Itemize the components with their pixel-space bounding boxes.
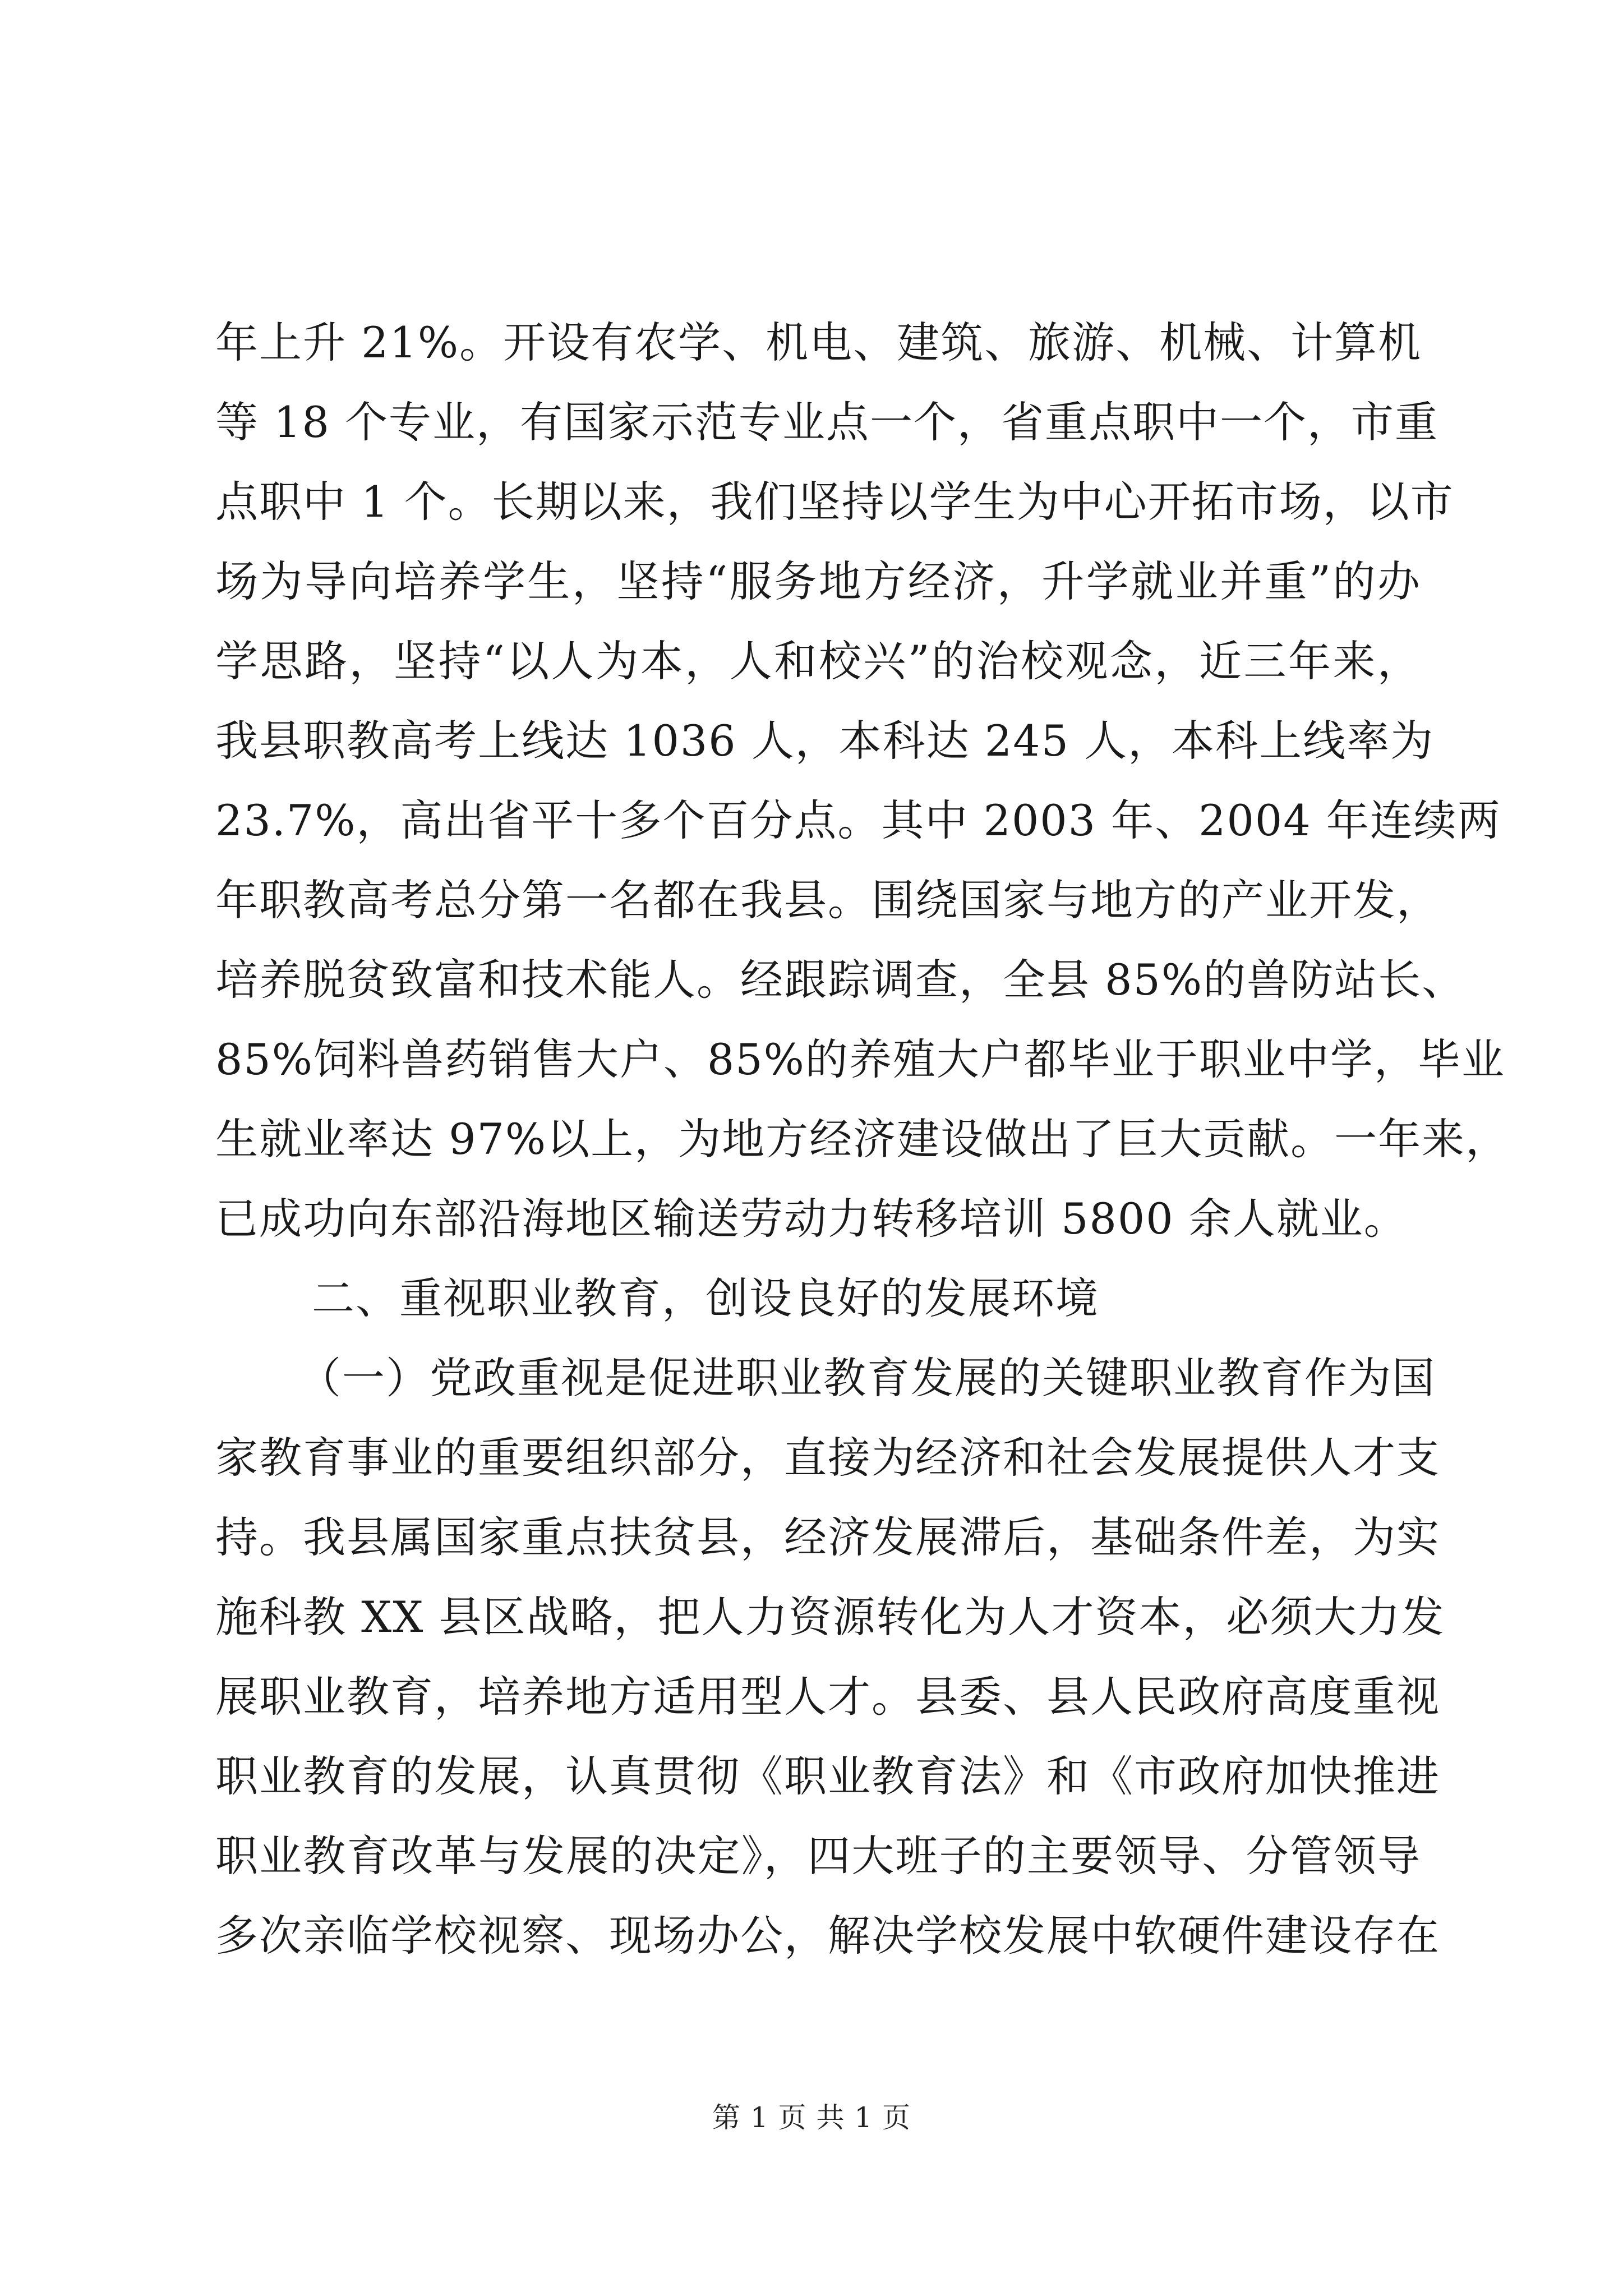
body-line-18: 展职业教育，培养地方适用型人才。县委、县人民政府高度重视 (215, 1672, 1440, 1722)
body-line-9: 培养脱贫致富和技术能人。经跟踪调查，全县 85%的兽防站长、 (215, 955, 1466, 1005)
body-line-19: 职业教育的发展，认真贯彻《职业教育法》和《市政府加快推进 (215, 1751, 1440, 1801)
body-line-4: 场为导向培养学生，坚持“服务地方经济，升学就业并重”的办 (215, 556, 1421, 606)
body-line-1: 年上升 21%。开设有农学、机电、建筑、旅游、机械、计算机 (215, 318, 1422, 367)
page-number-footer: 第 1 页 共 1 页 (712, 2101, 911, 2134)
body-line-2: 等 18 个专业，有国家示范专业点一个，省重点职中一个，市重 (215, 397, 1439, 447)
body-line-11: 生就业率达 97%以上，为地方经济建设做出了巨大贡献。一年来， (215, 1114, 1510, 1164)
body-line-7: 23.7%，高出省平十多个百分点。其中 2003 年、2004 年连续两 (215, 795, 1501, 845)
body-line-21: 多次亲临学校视察、现场办公，解决学校发展中软硬件建设存在 (215, 1911, 1440, 1961)
document-body (215, 303, 1510, 1976)
body-line-20: 职业教育改革与发展的决定》，四大班子的主要领导、分管领导 (215, 1831, 1421, 1881)
body-line-3: 点职中 1 个。长期以来，我们坚持以学生为中心开拓市场，以市 (215, 477, 1454, 527)
body-line-12: 已成功向东部沿海地区输送劳动力转移培训 5800 余人就业。 (215, 1194, 1408, 1244)
body-line-10: 85%饲料兽药销售大户、85%的养殖大户都毕业于职业中学，毕业 (215, 1034, 1505, 1084)
body-line-6: 我县职教高考上线达 1036 人，本科达 245 人，本科上线率为 (215, 716, 1435, 766)
body-line-8: 年职教高考总分第一名都在我县。围绕国家与地方的产业开发， (215, 875, 1440, 925)
body-line-16: 持。我县属国家重点扶贫县，经济发展滞后，基础条件差，为实 (215, 1512, 1440, 1562)
body-line-15: 家教育事业的重要组织部分，直接为经济和社会发展提供人才支 (215, 1433, 1440, 1483)
section-heading: 二、重视职业教育，创设良好的发展环境 (312, 1273, 1099, 1323)
body-line-17: 施科教 XX 县区战略，把人力资源转化为人才资本，必须大力发 (215, 1592, 1445, 1642)
body-line-5: 学思路，坚持“以人为本，人和校兴”的治校观念，近三年来， (215, 636, 1421, 686)
body-line-14: （一）党政重视是促进职业教育发展的关键职业教育作为国 (298, 1353, 1436, 1403)
